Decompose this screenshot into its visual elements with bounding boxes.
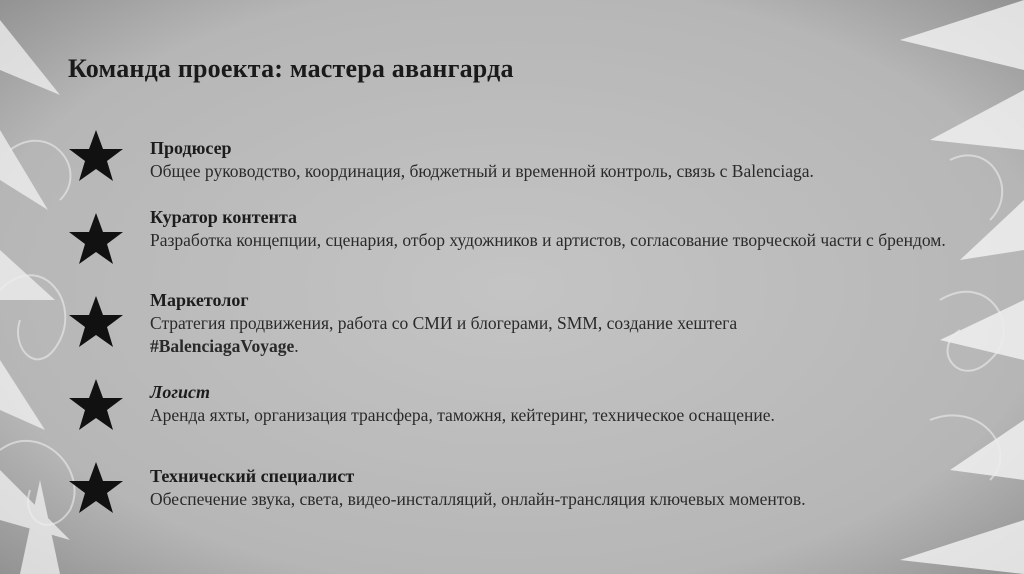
role-description: Общее руководство, координация, бюджетный и временной контроль, связь с Balenciaga. (150, 161, 814, 181)
role-title: Продюсер (150, 138, 232, 158)
team-role-logistics (150, 381, 980, 427)
team-role-marketer (150, 289, 980, 358)
role-title: Маркетолог (150, 290, 249, 310)
team-role-producer (150, 137, 980, 183)
page-title: Команда проекта: мастера авангарда (68, 54, 514, 83)
role-description: Разработка концепции, сценария, отбор художников и артистов, согласование творческой части с брендом. (150, 230, 946, 250)
star-icon (68, 211, 124, 267)
period: . (294, 336, 299, 356)
role-description: Обеспечение звука, света, видео-инсталляций, онлайн-трансляция ключевых моментов. (150, 489, 806, 509)
star-icon (68, 377, 124, 433)
star-icon (68, 128, 124, 184)
role-title: Технический специалист (150, 466, 355, 486)
hashtag: #BalenciagaVoyage (150, 336, 295, 356)
star-icon (68, 294, 124, 350)
role-title: Логист (150, 382, 210, 402)
role-description-text: Стратегия продвижения, работа со СМИ и блогерами, SMM, создание хештега (150, 313, 738, 333)
team-role-technical-specialist (150, 465, 980, 511)
team-role-content-curator (150, 206, 980, 252)
role-title: Куратор контента (150, 207, 298, 227)
role-description (150, 312, 980, 358)
role-description: Аренда яхты, организация трансфера, таможня, кейтеринг, техническое оснащение. (150, 405, 775, 425)
star-icon (68, 460, 124, 516)
